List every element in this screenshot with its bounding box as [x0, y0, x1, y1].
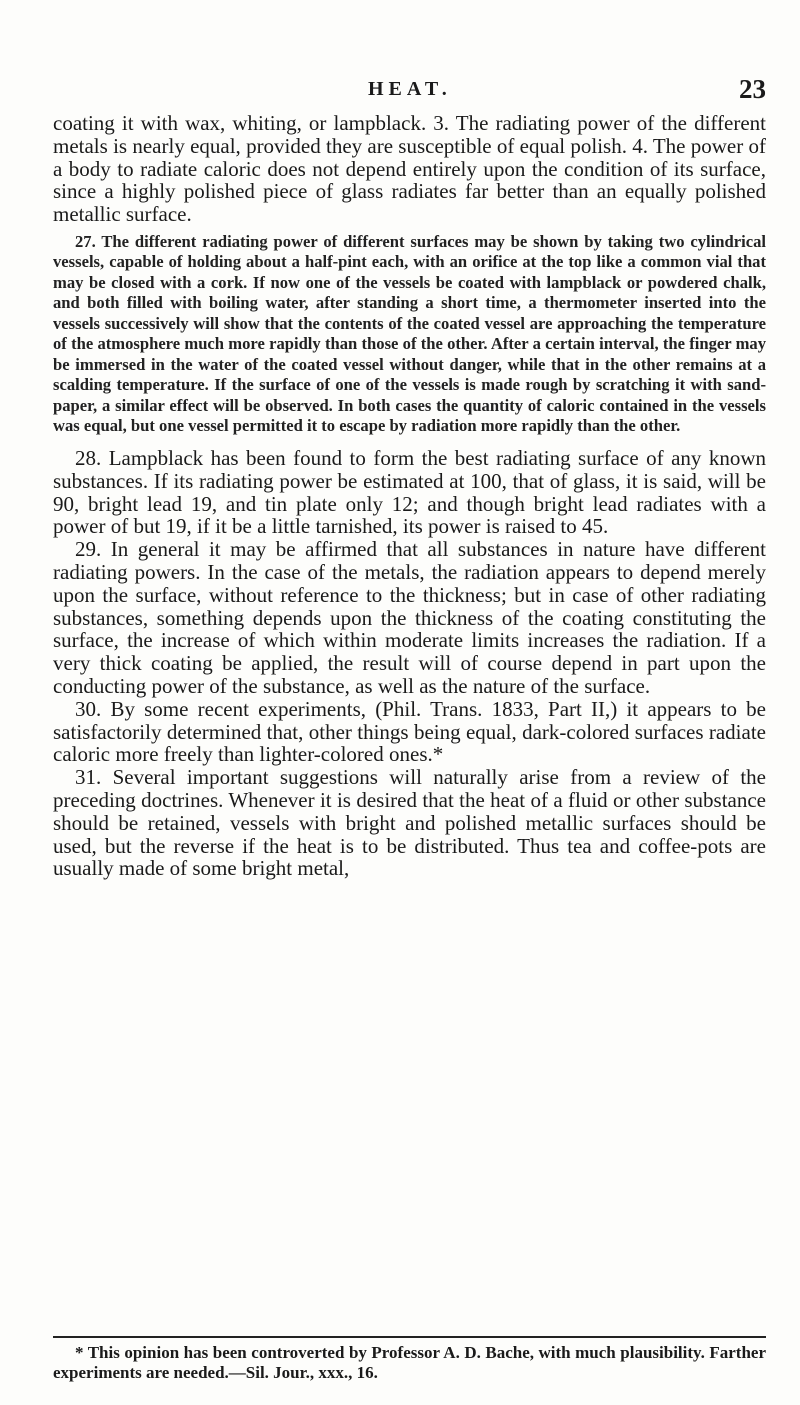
running-head	[0, 74, 800, 108]
paragraph-28: 28. Lampblack has been found to form the best radiating surface of any known substances. If its radiating power be estimated at 100, that of glass, it is said, will be 90, bright lead 19, and tin plate only 12; and though bright lead radiates with a power of but 19, if it be a little tarnished, its power is raised to 45.	[53, 445, 766, 539]
paragraph-31: 31. Several important suggestions will naturally arise from a review of the preceding doctrines. Whenever it is desired that the heat of a fluid or other substance should be retained, vessels with bright and polished metallic surfaces should be used, but the reverse if the heat is to be distributed. Thus tea and coffee-pots are usually made of some bright metal,	[53, 765, 766, 881]
body-text	[53, 112, 766, 880]
paragraph-30: 30. By some recent experiments, (Phil. Trans. 1833, Part II,) it appears to be satisfactorily determined that, other things being equal, dark-colored surfaces radiate caloric more freely than lighter-colored ones.*	[53, 696, 766, 767]
paragraph-continuation: coating it with wax, whiting, or lampblack. 3. The radiating power of the different metals is nearly equal, provided they are susceptible of equal polish. 4. The power of a body to radiate caloric does not depend entirely upon the condition of its surface, since a highly polished piece of glass radiates far better than an equally polished metallic surface.	[53, 111, 766, 227]
paragraph-27: 27. The different radiating power of different surfaces may be shown by taking two cylindrical vessels, capable of holding about a half-pint each, with an orifice at the top like a common vial that may be closed with a cork. If now one of the vessels be coated with lampblack or powdered chalk, and both filled with boiling water, after standing a short time, a thermometer inserted into the vessels successively will show that the contents of the coated vessel are approaching the temperature of the atmosphere much more rapidly than those of the other. After a certain interval, the finger may be immersed in the water of the coated vessel without danger, while that in the other remains at a scalding temperature. If the surface of one of the vessels is made rough by scratching it with sand-paper, a similar effect will be observed. In both cases the quantity of caloric contained in the vessels was equal, but one vessel permitted it to escape by radiation more rapidly than the other.	[53, 231, 766, 436]
footnote-divider	[53, 1336, 766, 1338]
paragraph-29: 29. In general it may be affirmed that all substances in nature have different radiating powers. In the case of the metals, the radiation appears to depend merely upon the surface, without reference to the thickness; but in case of other radiating substances, something depends upon the thickness of the coating constituting the surface, the increase of which within moderate limits increases the radiation. If a very thick coating be applied, the result will of course depend in part upon the conducting power of the substance, as well as the nature of the surface.	[53, 537, 766, 698]
footnote: * This opinion has been controverted by Professor A. D. Bache, with much plausibility. Farther experiments are needed.—Sil. Jour., xxx., 16.	[53, 1343, 766, 1382]
running-title: HEAT.	[368, 78, 452, 100]
page-number: 23	[739, 74, 766, 104]
